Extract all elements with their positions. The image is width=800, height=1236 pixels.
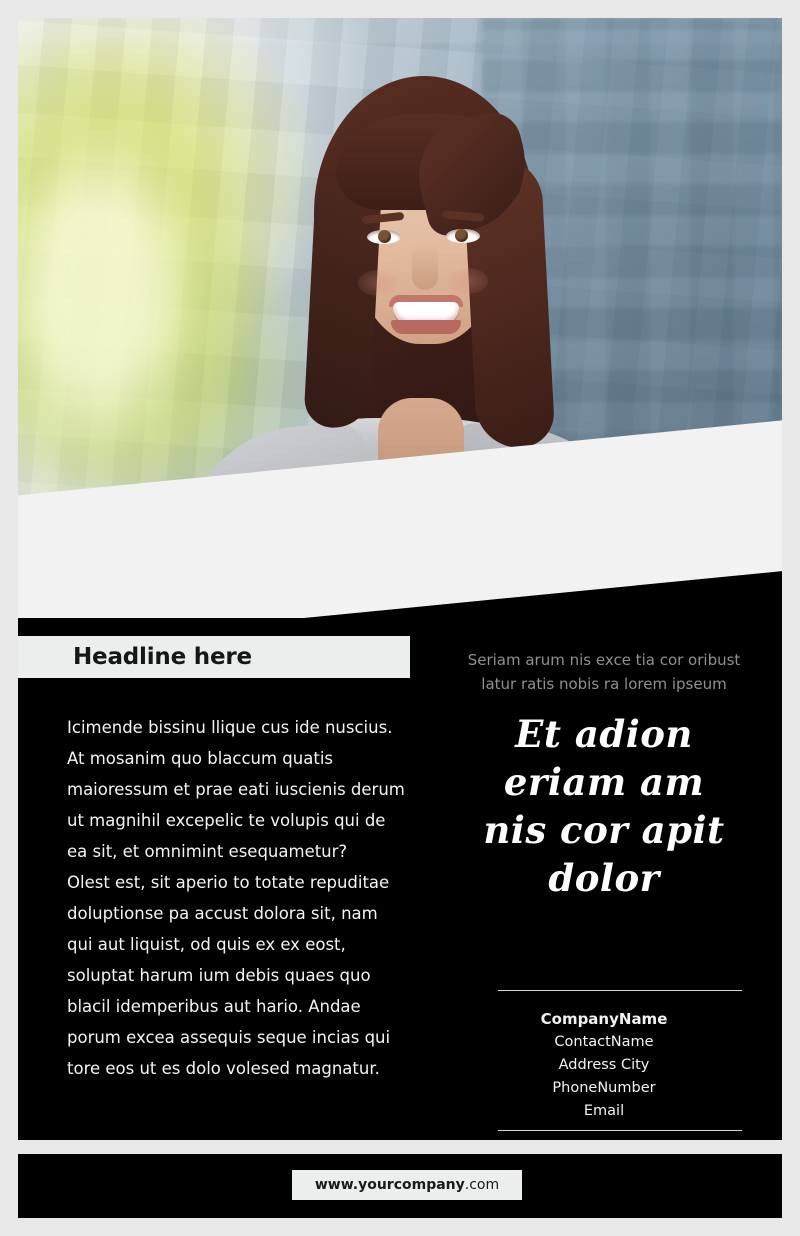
footer-gap: [18, 1140, 782, 1154]
divider-top: [498, 990, 742, 991]
company-name: CompanyName: [540, 1010, 668, 1028]
body-paragraph-1: Icimende bissinu llique cus ide nuscius. At mosanim quo blaccum quatis maioressum et prae eati iuscienis derum ut magnihil excepelic te volupis qui de ea sit, et omnimint esequametur?: [67, 718, 405, 861]
footer-bar: [18, 1154, 782, 1218]
phone-number: PhoneNumber: [552, 1080, 656, 1096]
divider-bottom: [498, 1130, 742, 1131]
hero-photo: [18, 18, 782, 618]
body-paragraph-2: Olest est, sit aperio to totate repuditae doluptionse pa accust dolora sit, nam qui aut liquist, od quis ex ex eost, soluptat harum ium debis quaes quo blacil idemperibus aut hario. Andae porum excea assequis seque incias qui tore eos ut es dolo volesed magnatur.: [67, 873, 391, 1078]
website-chip[interactable]: [292, 1170, 522, 1200]
contact-name: ContactName: [554, 1034, 654, 1050]
content-section: [18, 618, 782, 1218]
headline-banner: [18, 636, 410, 678]
website-url-bold: www.yourcompany: [314, 1177, 465, 1193]
right-column: [466, 648, 742, 902]
script-heading: Et adion eriam am nis cor apit dolor: [483, 712, 725, 900]
address-line: Address City: [558, 1057, 650, 1073]
body-copy: [67, 712, 407, 1084]
website-url-tail: .com: [464, 1177, 500, 1193]
kicker-text: Seriam arum nis exce tia cor oribust latur ratis nobis ra lorem ipseum: [467, 651, 741, 693]
email-address: Email: [583, 1103, 625, 1119]
contact-block: [466, 1008, 742, 1123]
headline-text: Headline here: [73, 644, 252, 670]
flyer-page: [18, 18, 782, 1218]
